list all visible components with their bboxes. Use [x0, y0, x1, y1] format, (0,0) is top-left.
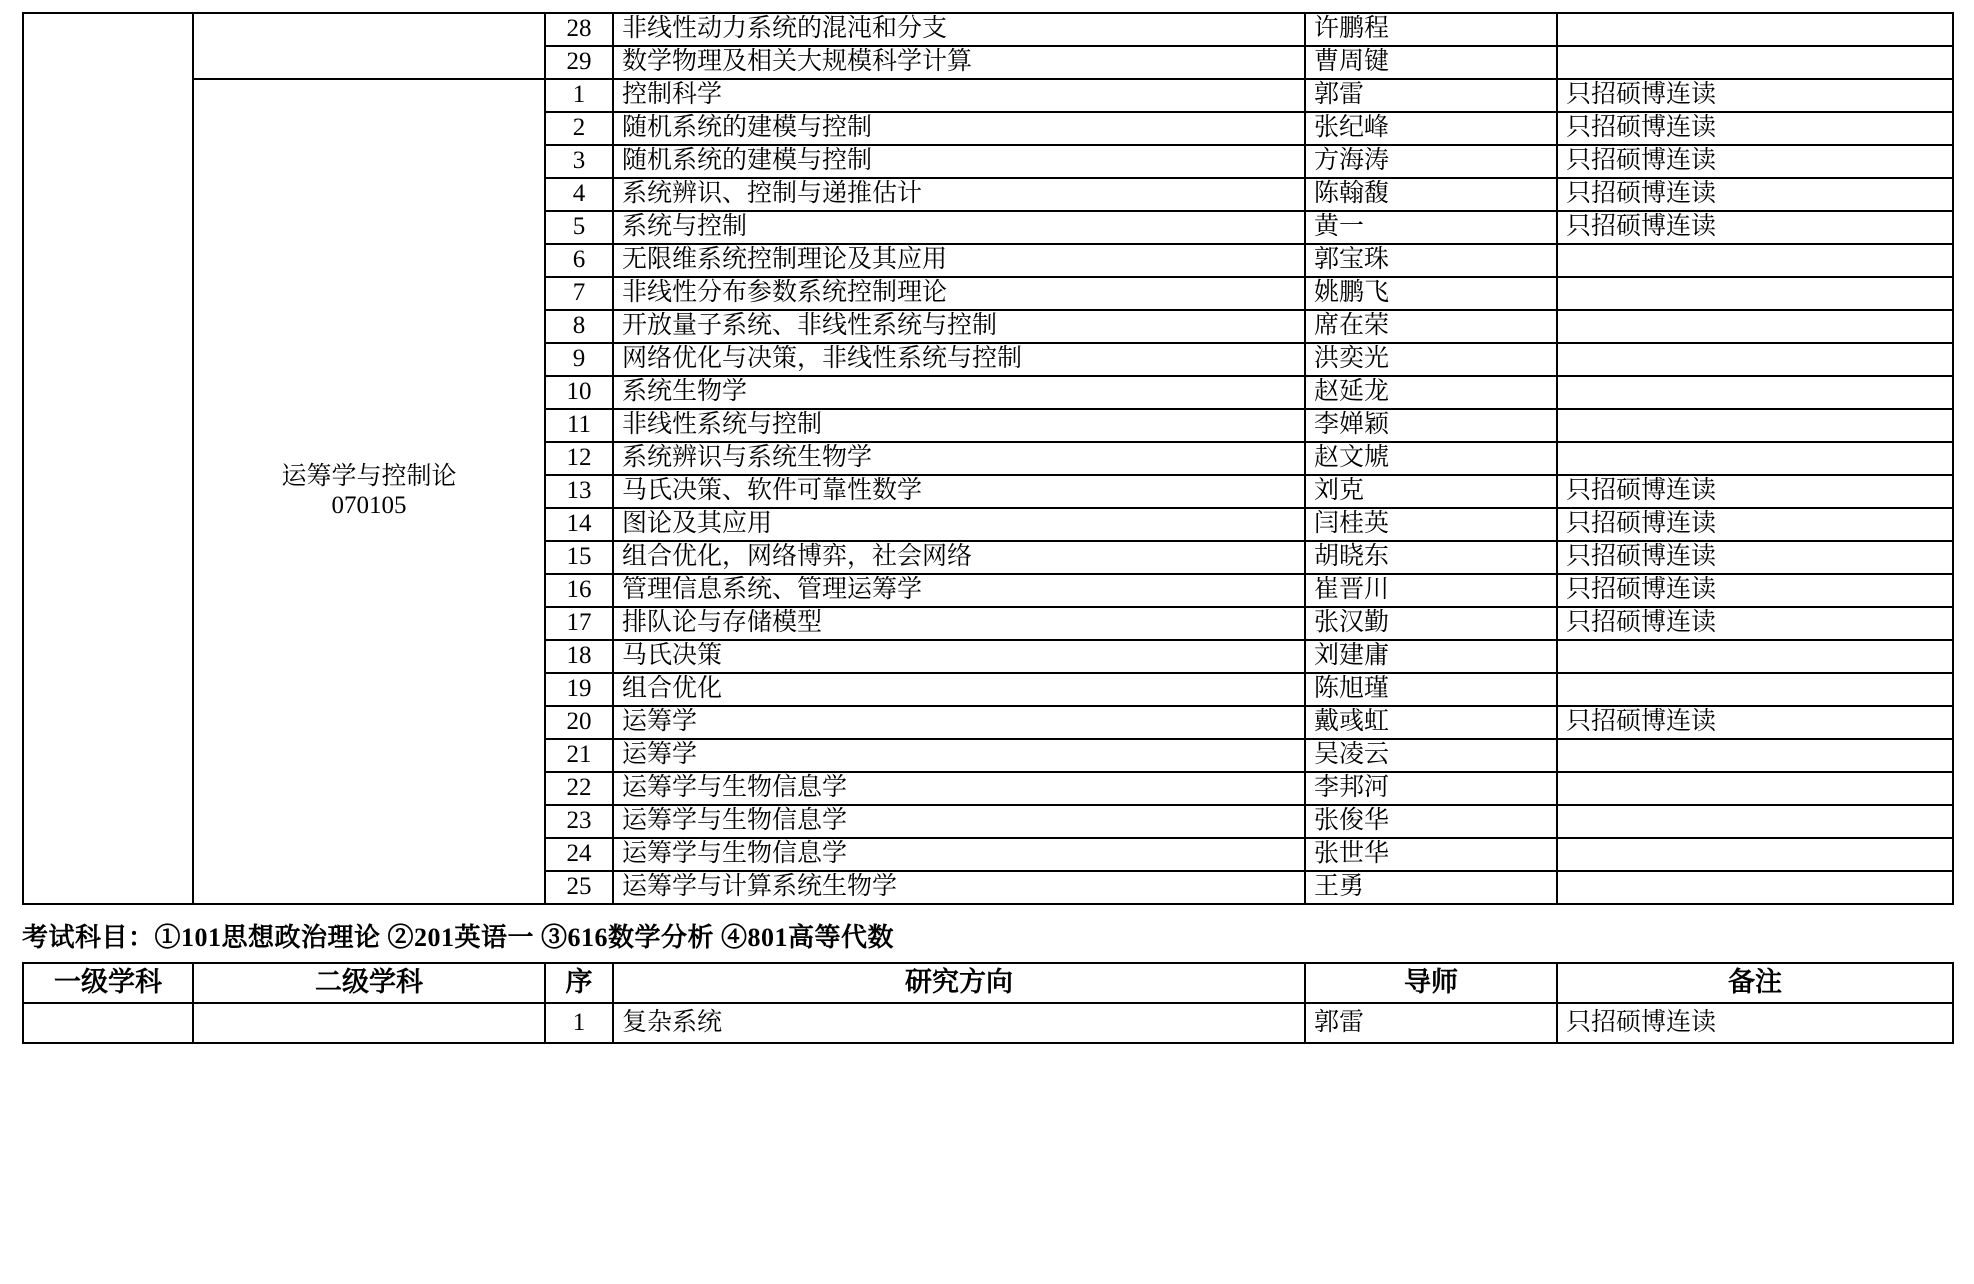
row-index: 22	[545, 772, 613, 805]
advisor-name: 李邦河	[1305, 772, 1557, 805]
remark	[1557, 244, 1953, 277]
research-direction: 组合优化	[613, 673, 1305, 706]
row-index: 6	[545, 244, 613, 277]
research-direction: 开放量子系统、非线性系统与控制	[613, 310, 1305, 343]
research-direction: 随机系统的建模与控制	[613, 112, 1305, 145]
advisor-name: 崔晋川	[1305, 574, 1557, 607]
discipline-code: 070105	[331, 491, 407, 519]
advisor-name: 席在荣	[1305, 310, 1557, 343]
research-direction: 系统辨识与系统生物学	[613, 442, 1305, 475]
remark: 只招硕博连读	[1557, 178, 1953, 211]
remark	[1557, 739, 1953, 772]
remark	[1557, 13, 1953, 46]
remark	[1557, 442, 1953, 475]
remark: 只招硕博连读	[1557, 475, 1953, 508]
table-body-next	[23, 963, 1953, 1043]
research-direction: 组合优化，网络博弈，社会网络	[613, 541, 1305, 574]
row-index: 13	[545, 475, 613, 508]
column-header-advisor: 导师	[1305, 963, 1557, 1003]
remark	[1557, 640, 1953, 673]
column-header-second-level: 二级学科	[193, 963, 545, 1003]
remark	[1557, 343, 1953, 376]
remark	[1557, 805, 1953, 838]
advisor-name: 吴凌云	[1305, 739, 1557, 772]
research-direction: 运筹学与生物信息学	[613, 838, 1305, 871]
research-direction: 无限维系统控制理论及其应用	[613, 244, 1305, 277]
remark: 只招硕博连读	[1557, 1003, 1953, 1043]
advisor-name: 闫桂英	[1305, 508, 1557, 541]
row-index: 20	[545, 706, 613, 739]
first-level-discipline-cell	[23, 13, 193, 904]
row-index: 15	[545, 541, 613, 574]
research-direction: 非线性动力系统的混沌和分支	[613, 13, 1305, 46]
research-direction: 控制科学	[613, 79, 1305, 112]
admissions-table-next	[22, 962, 1954, 1044]
advisor-name: 张纪峰	[1305, 112, 1557, 145]
research-direction: 排队论与存储模型	[613, 607, 1305, 640]
table-row	[23, 1003, 1953, 1043]
advisor-name: 许鹏程	[1305, 13, 1557, 46]
research-direction: 运筹学与生物信息学	[613, 805, 1305, 838]
advisor-name: 郭雷	[1305, 79, 1557, 112]
advisor-name: 王勇	[1305, 871, 1557, 904]
research-direction: 非线性系统与控制	[613, 409, 1305, 442]
advisor-name: 李婵颖	[1305, 409, 1557, 442]
advisor-name: 胡晓东	[1305, 541, 1557, 574]
row-index: 12	[545, 442, 613, 475]
advisor-name: 郭雷	[1305, 1003, 1557, 1043]
advisor-name: 刘克	[1305, 475, 1557, 508]
remark: 只招硕博连读	[1557, 79, 1953, 112]
research-direction: 运筹学与生物信息学	[613, 772, 1305, 805]
research-direction: 数学物理及相关大规模科学计算	[613, 46, 1305, 79]
exam-subjects-line: 考试科目：①101思想政治理论 ②201英语一 ③616数学分析 ④801高等代数	[22, 923, 895, 952]
discipline-name: 运筹学与控制论	[281, 462, 457, 490]
advisor-name: 戴彧虹	[1305, 706, 1557, 739]
row-index: 10	[545, 376, 613, 409]
row-index: 23	[545, 805, 613, 838]
research-direction: 系统生物学	[613, 376, 1305, 409]
advisor-name: 张汉勤	[1305, 607, 1557, 640]
row-index: 3	[545, 145, 613, 178]
table-row	[23, 13, 1953, 46]
advisor-name: 郭宝珠	[1305, 244, 1557, 277]
remark: 只招硕博连读	[1557, 607, 1953, 640]
remark: 只招硕博连读	[1557, 508, 1953, 541]
remark: 只招硕博连读	[1557, 574, 1953, 607]
advisor-name: 赵文虓	[1305, 442, 1557, 475]
remark: 只招硕博连读	[1557, 145, 1953, 178]
research-direction: 系统辨识、控制与递推估计	[613, 178, 1305, 211]
remark: 只招硕博连读	[1557, 112, 1953, 145]
row-index: 17	[545, 607, 613, 640]
research-direction: 非线性分布参数系统控制理论	[613, 277, 1305, 310]
row-index: 4	[545, 178, 613, 211]
advisor-name: 陈旭瑾	[1305, 673, 1557, 706]
row-index: 18	[545, 640, 613, 673]
remark	[1557, 838, 1953, 871]
admissions-table-continued	[22, 12, 1954, 905]
table-row	[23, 79, 1953, 112]
remark: 只招硕博连读	[1557, 541, 1953, 574]
research-direction: 运筹学与计算系统生物学	[613, 871, 1305, 904]
row-index: 1	[545, 79, 613, 112]
row-index: 16	[545, 574, 613, 607]
research-direction: 管理信息系统、管理运筹学	[613, 574, 1305, 607]
row-index: 25	[545, 871, 613, 904]
advisor-name: 方海涛	[1305, 145, 1557, 178]
column-header-direction: 研究方向	[613, 963, 1305, 1003]
research-direction: 运筹学	[613, 739, 1305, 772]
remark	[1557, 772, 1953, 805]
advisor-name: 张俊华	[1305, 805, 1557, 838]
advisor-name: 陈翰馥	[1305, 178, 1557, 211]
remark	[1557, 673, 1953, 706]
table-header-row	[23, 963, 1953, 1003]
remark	[1557, 871, 1953, 904]
row-index: 11	[545, 409, 613, 442]
column-header-first-level: 一级学科	[23, 963, 193, 1003]
second-level-discipline-cell	[193, 79, 545, 904]
research-direction: 运筹学	[613, 706, 1305, 739]
research-direction: 图论及其应用	[613, 508, 1305, 541]
remark	[1557, 277, 1953, 310]
advisor-name: 曹周键	[1305, 46, 1557, 79]
research-direction: 复杂系统	[613, 1003, 1305, 1043]
research-direction: 系统与控制	[613, 211, 1305, 244]
remark: 只招硕博连读	[1557, 706, 1953, 739]
row-index: 8	[545, 310, 613, 343]
remark	[1557, 310, 1953, 343]
advisor-name: 赵延龙	[1305, 376, 1557, 409]
remark: 只招硕博连读	[1557, 211, 1953, 244]
row-index: 2	[545, 112, 613, 145]
row-index: 1	[545, 1003, 613, 1043]
row-index: 7	[545, 277, 613, 310]
row-index: 28	[545, 13, 613, 46]
research-direction: 马氏决策、软件可靠性数学	[613, 475, 1305, 508]
column-header-remark: 备注	[1557, 963, 1953, 1003]
row-index: 29	[545, 46, 613, 79]
research-direction: 马氏决策	[613, 640, 1305, 673]
table-body	[23, 13, 1953, 904]
advisor-name: 刘建庸	[1305, 640, 1557, 673]
first-level-discipline-cell	[23, 1003, 193, 1043]
row-index: 9	[545, 343, 613, 376]
advisor-name: 黄一	[1305, 211, 1557, 244]
advisor-name: 姚鹏飞	[1305, 277, 1557, 310]
row-index: 5	[545, 211, 613, 244]
remark	[1557, 376, 1953, 409]
second-level-discipline-cell	[193, 1003, 545, 1043]
advisor-name: 张世华	[1305, 838, 1557, 871]
column-header-index: 序	[545, 963, 613, 1003]
research-direction: 网络优化与决策，非线性系统与控制	[613, 343, 1305, 376]
research-direction: 随机系统的建模与控制	[613, 145, 1305, 178]
row-index: 14	[545, 508, 613, 541]
remark	[1557, 46, 1953, 79]
advisor-name: 洪奕光	[1305, 343, 1557, 376]
row-index: 24	[545, 838, 613, 871]
remark	[1557, 409, 1953, 442]
row-index: 21	[545, 739, 613, 772]
second-level-discipline-cell-continued	[193, 13, 545, 79]
row-index: 19	[545, 673, 613, 706]
